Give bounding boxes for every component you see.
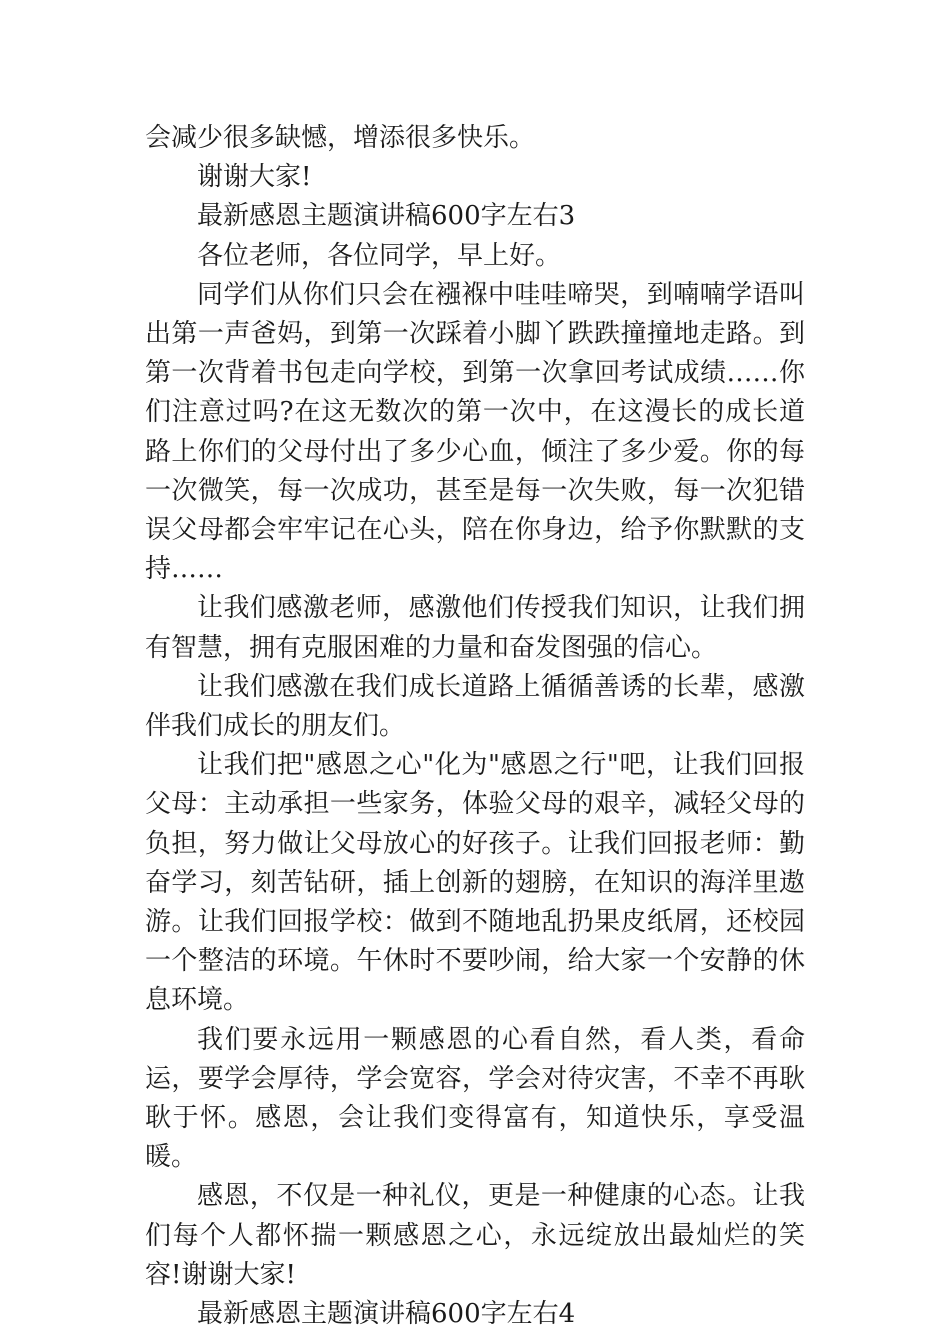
paragraph-closing: 感恩，不仅是一种礼仪，更是一种健康的心态。让我们每个人都怀揣一颗感恩之心，永远绽放出最灿烂的笑容!谢谢大家! xyxy=(145,1181,805,1290)
paragraph-thanks: 谢谢大家! xyxy=(197,162,312,193)
paragraph-nature: 我们要永远用一颗感恩的心看自然，看人类，看命运，要学会厚待，学会宽容，学会对待灾害，不幸不再耿耿于怀。感恩，会让我们变得富有，知道快乐，享受温暖。 xyxy=(145,1024,805,1173)
paragraph-parents: 同学们从你们只会在襁褓中哇哇啼哭，到喃喃学语叫出第一声爸妈，到第一次踩着小脚丫跌跌撞撞地走路。到第一次背着书包走向学校，到第一次拿回考试成绩……你们注意过吗?在这无数次的第一次中，在这漫长的成长道路上你们的父母付出了多少心血，倾注了多少爱。你的每一次微笑，每一次成功，甚至是每一次失败，每一次犯错误父母都会牢牢记在心头，陪在你身边，给予你默默的支持…… xyxy=(145,279,805,585)
section-heading-4: 最新感恩主题演讲稿600字左右4 xyxy=(197,1299,576,1330)
document-body xyxy=(145,119,805,1334)
section-heading-3: 最新感恩主题演讲稿600字左右3 xyxy=(197,201,576,232)
paragraph-teachers: 让我们感激老师，感激他们传授我们知识，让我们拥有智慧，拥有克服困难的力量和奋发图强的信心。 xyxy=(145,593,805,663)
paragraph-elders: 让我们感激在我们成长道路上循循善诱的长辈，感激伴我们成长的朋友们。 xyxy=(145,671,805,742)
paragraph-greeting: 各位老师，各位同学，早上好。 xyxy=(197,240,562,271)
paragraph-continuation: 会减少很多缺憾，增添很多快乐。 xyxy=(145,123,536,153)
paragraph-action: 让我们把"感恩之心"化为"感恩之行"吧，让我们回报父母：主动承担一些家务，体验父母的艰辛，减轻父母的负担，努力做让父母放心的好孩子。让我们回报老师：勤奋学习，刻苦钻研，插上创新的翅膀，在知识的海洋里遨游。让我们回报学校：做到不随地乱扔果皮纸屑，还校园一个整洁的环境。午休时不要吵闹，给大家一个安静的休息环境。 xyxy=(145,750,805,1016)
